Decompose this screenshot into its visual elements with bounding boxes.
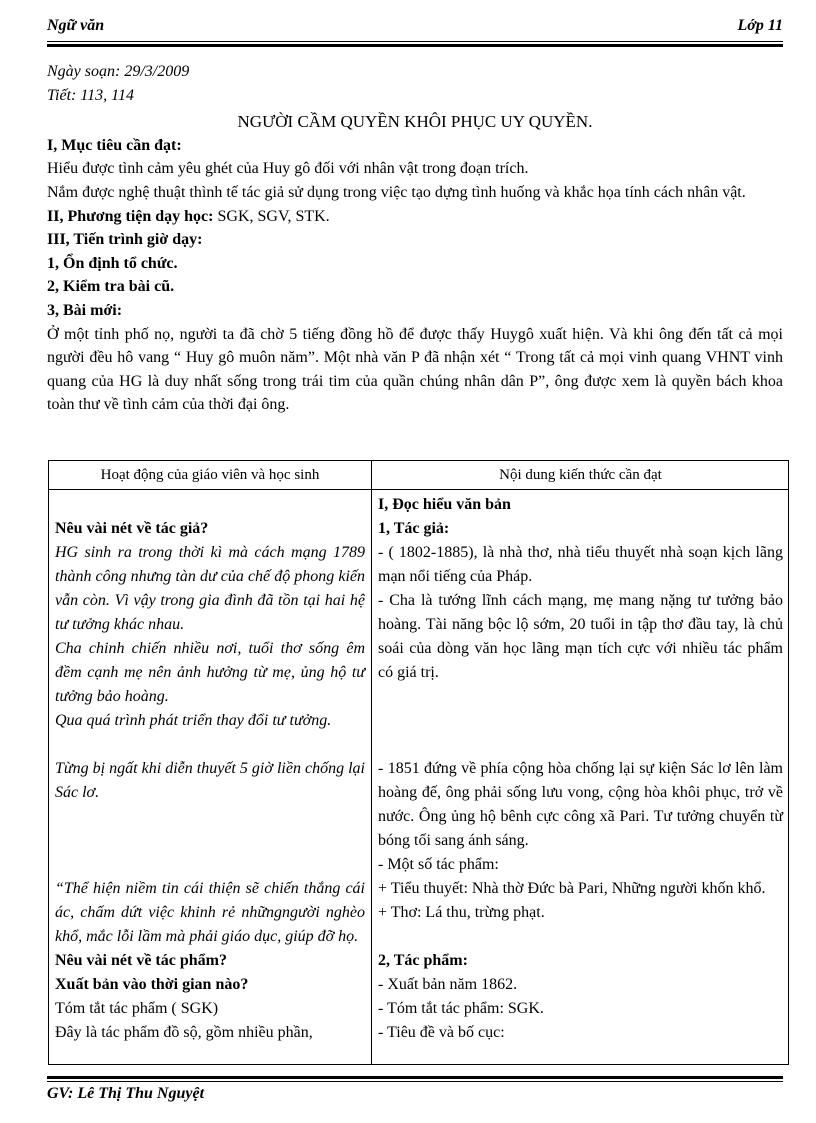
- works-heading: - Một số tác phẩm:: [378, 856, 499, 873]
- tools-heading: II, Phương tiện dạy học:: [47, 207, 214, 225]
- step-3: 3, Bài mới:: [47, 301, 123, 319]
- header-rule-thin: [47, 41, 783, 42]
- process-heading: III, Tiến trình giờ dạy:: [47, 231, 203, 249]
- header-subject: Ngữ văn: [47, 17, 105, 34]
- footer-rule-thin: [47, 1081, 783, 1082]
- answer-background: HG sinh ra trong thời kì mà cách mạng 1789 thành công nhưng tàn dư của chế độ phong kiến vẫn còn. Vì vậy trong gia đình đã tồn tại hai hệ tư tưởng khác nhau.: [55, 544, 365, 633]
- spacer: [55, 805, 365, 877]
- author-dates: - ( 1802-1885), là nhà thơ, nhà tiểu thuyết nhà soạn kịch lãng mạn nổi tiếng của Pháp.: [378, 544, 783, 585]
- page-header: [47, 14, 783, 38]
- objectives-heading: I, Mục tiêu cần đạt:: [47, 136, 182, 154]
- lesson-title: NGƯỜI CẦM QUYỀN KHÔI PHỤC UY QUYỀN.: [237, 112, 593, 132]
- spacer: [55, 493, 365, 517]
- spacer: [378, 925, 783, 949]
- author-exile: - 1851 đứng về phía cộng hòa chống lại sự kiện Sác lơ lên làm hoàng đế, ông phải sống lưu vong, cộng hòa khôi phục, trở về nước. Ông ủng hộ bênh cực công xã Pari. Tư tưởng chuyển từ bóng tối sang ánh sáng.: [378, 760, 783, 849]
- lesson-table: [48, 460, 789, 1065]
- tools-line: [47, 205, 783, 229]
- document-body: [47, 60, 783, 417]
- footer-rule-thick: [47, 1076, 783, 1079]
- objective-2: Nắm được nghệ thuật thình tế tác giả sử dụng trong việc tạo dựng tình huống và khắc họa tính cách nhân vật.: [47, 183, 746, 201]
- footer-teacher: GV: Lê Thị Thu Nguyệt: [47, 1085, 205, 1102]
- answer-belief: “Thể hiện niềm tin cái thiện sẽ chiến thắng cái ác, chấm dứt việc khinh rẻ nhữngngười nghèo khổ, mắc lỗi lầm mà phải giáo dục, giúp đỡ họ.: [55, 880, 365, 945]
- tools-text: SGK, SGV, STK.: [213, 207, 330, 225]
- question-work: Nêu vài nét về tác phẩm?: [55, 952, 227, 969]
- section-work: 2, Tác phẩm:: [378, 952, 468, 969]
- content-column: [378, 493, 783, 1045]
- spacer: [378, 685, 783, 757]
- author-family: - Cha là tướng lĩnh cách mạng, mẹ mang nặng tư tưởng bảo hoàng. Tài năng bộc lộ sớm, 20 tuổi in tập thơ đầu tay, là chủ soái của dòng văn học lãng mạn tích cực với nhiều tác phẩm có giá trị.: [378, 592, 783, 681]
- answer-summary: Tóm tắt tác phẩm ( SGK): [55, 1000, 219, 1017]
- step-2: 2, Kiểm tra bài cũ.: [47, 278, 175, 296]
- section-reading: I, Đọc hiểu văn bản: [378, 496, 511, 513]
- answer-evolution: Qua quá trình phát triển thay đổi tư tưởng.: [55, 712, 332, 729]
- works-poems: + Thơ: Lá thu, trừng phạt.: [378, 904, 545, 921]
- answer-parents: Cha chinh chiến nhiều nơi, tuổi thơ sống êm đềm cạnh mẹ nên ảnh hưởng từ mẹ, ủng hộ tư tưởng bảo hoàng.: [55, 640, 365, 705]
- col-right-header: Nội dung kiến thức cần đạt: [499, 467, 662, 483]
- column-divider: [371, 461, 372, 1064]
- intro-paragraph: Ở một tỉnh phố nọ, người ta đã chờ 5 tiếng đồng hồ để được thấy Huygô xuất hiện. Và khi ông đến tất cả mọi người đều hô vang “ Huy gô muôn năm”. Một nhà văn P đã nhận xét “ Trong tất cả mọi vinh quang VHNT vinh quang của HG là duy nhất sống trong trái tim của quần chúng nhân dân P”, ông được xem là quyền bách khoa toàn thư về tình cảm của thời đại ông.: [47, 325, 783, 414]
- works-novels: + Tiểu thuyết: Nhà thờ Đức bà Pari, Những người khốn khổ.: [378, 880, 766, 897]
- work-structure: - Tiêu đề và bố cục:: [378, 1024, 505, 1041]
- teacher-activity-column: [55, 493, 365, 1045]
- objective-1: Hiểu được tình cảm yêu ghét của Huy gô đối với nhân vật trong đoạn trích.: [47, 160, 529, 178]
- spacer: [55, 733, 365, 757]
- col-left-header: Hoạt động của giáo viên và học sinh: [100, 467, 320, 483]
- header-rule-thick: [47, 44, 783, 47]
- work-summary: - Tóm tắt tác phẩm: SGK.: [378, 1000, 544, 1017]
- work-published: - Xuất bản năm 1862.: [378, 976, 518, 993]
- question-author: Nêu vài nét về tác giả?: [55, 520, 209, 537]
- header-grade: Lớp 11: [737, 17, 783, 34]
- prep-date: Ngày soạn: 29/3/2009: [47, 63, 190, 80]
- header-row-divider: [49, 489, 788, 490]
- step-1: 1, Ổn định tổ chức.: [47, 254, 178, 272]
- question-publish: Xuất bản vào thời gian nào?: [55, 976, 249, 993]
- lesson-periods: Tiết: 113, 114: [47, 86, 134, 104]
- section-author: 1, Tác giả:: [378, 520, 450, 537]
- answer-speech: Từng bị ngất khi diễn thuyết 5 giờ liền chống lại Sác lơ.: [55, 760, 365, 801]
- answer-scale: Đây là tác phẩm đồ sộ, gồm nhiều phần,: [55, 1024, 313, 1041]
